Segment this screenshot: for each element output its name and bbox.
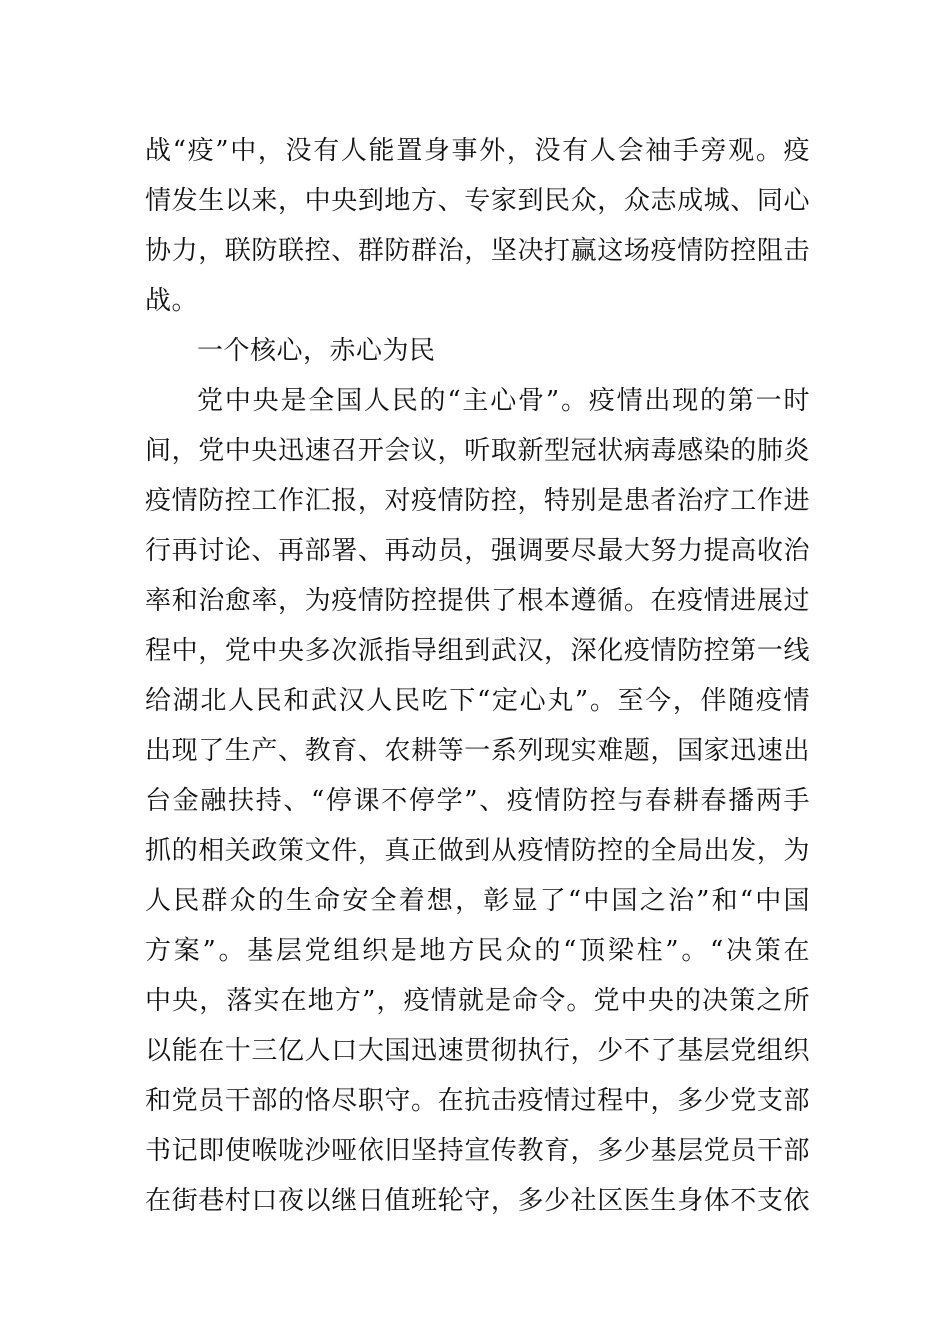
text-line: 抓的相关政策文件，真正做到从疫情防控的全局出发，为 (145, 836, 810, 866)
text-line: 协力，联防联控、群防群治，坚决打赢这场疫情防控阻击 (145, 236, 810, 266)
text-line: 中央，落实在地方”，疫情就是命令。党中央的决策之所 (145, 986, 810, 1016)
text-line: 间，党中央迅速召开会议，听取新型冠状病毒感染的肺炎 (145, 436, 810, 466)
text-line: 情发生以来，中央到地方、专家到民众，众志成城、同心 (145, 186, 810, 216)
text-line: 一个核心，赤心为民 (197, 336, 436, 366)
text-line: 和党员干部的恪尽职守。在抗击疫情过程中，多少党支部 (145, 1086, 810, 1116)
text-line: 战“疫”中，没有人能置身事外，没有人会袖手旁观。疫 (145, 136, 810, 166)
text-line: 党中央是全国人民的“主心骨”。疫情出现的第一时 (197, 386, 810, 416)
text-line: 在街巷村口夜以继日值班轮守，多少社区医生身体不支依 (145, 1186, 810, 1216)
text-line: 率和治愈率，为疫情防控提供了根本遵循。在疫情进展过 (145, 586, 810, 616)
text-line: 疫情防控工作汇报，对疫情防控，特别是患者治疗工作进 (145, 486, 810, 516)
text-line: 给湖北人民和武汉人民吃下“定心丸”。至今，伴随疫情 (145, 686, 810, 716)
text-line: 方案”。基层党组织是地方民众的“顶梁柱”。“决策在 (145, 936, 810, 966)
text-line: 台金融扶持、“停课不停学”、疫情防控与春耕春播两手 (145, 786, 810, 816)
text-line: 出现了生产、教育、农耕等一系列现实难题，国家迅速出 (145, 736, 810, 766)
text-line: 以能在十三亿人口大国迅速贯彻执行，少不了基层党组织 (145, 1036, 810, 1066)
body-text (145, 126, 810, 1226)
text-line: 程中，党中央多次派指导组到武汉，深化疫情防控第一线 (145, 636, 810, 666)
text-line: 书记即使喉咙沙哑依旧坚持宣传教育，多少基层党员干部 (145, 1136, 810, 1166)
text-line: 人民群众的生命安全着想，彰显了“中国之治”和“中国 (145, 886, 810, 916)
text-line: 行再讨论、再部署、再动员，强调要尽最大努力提高收治 (145, 536, 810, 566)
text-line: 战。 (145, 286, 199, 316)
